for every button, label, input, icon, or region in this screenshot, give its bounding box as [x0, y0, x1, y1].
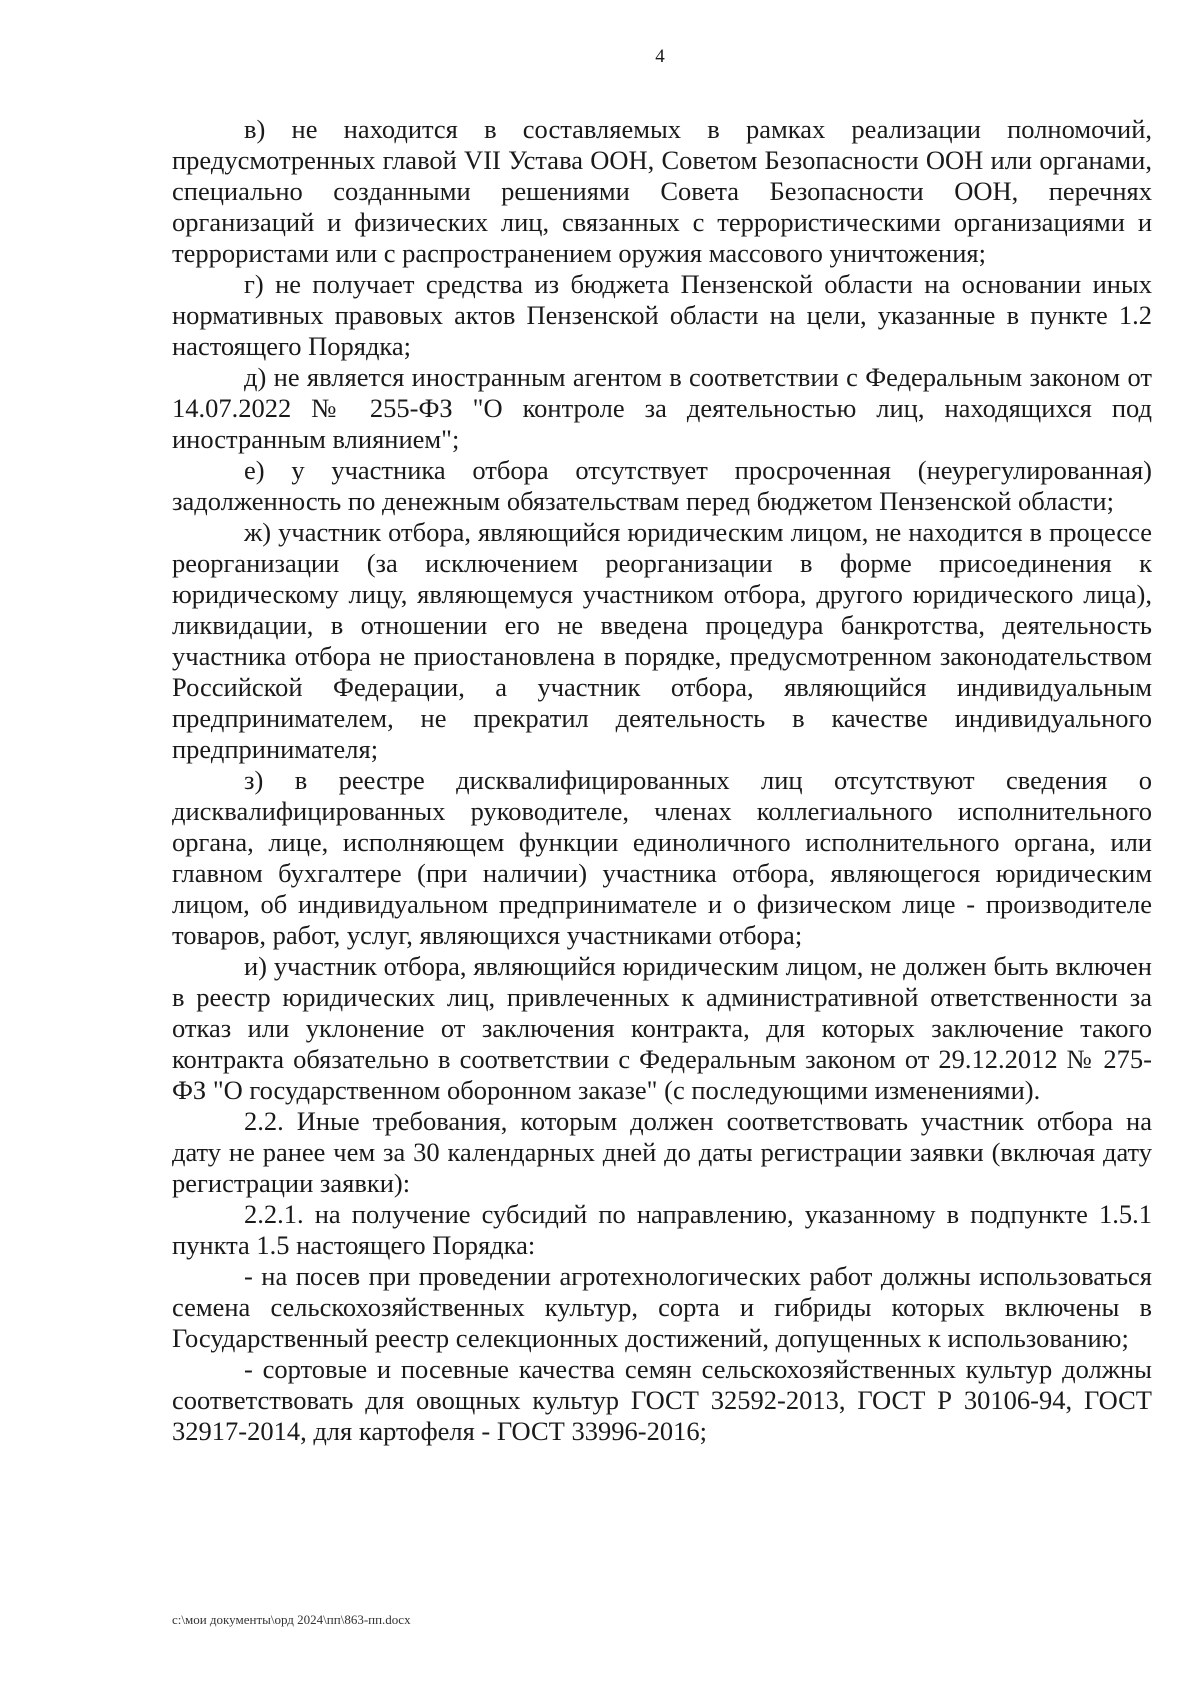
document-body [172, 114, 1152, 1447]
paragraph-g: г) не получает средства из бюджета Пензенской области на основании иных нормативных правовых актов Пензенской области на цели, указанные в пункте 1.2 настоящего Порядка; [172, 269, 1152, 361]
page-number: 4 [655, 46, 665, 67]
paragraph-z: з) в реестре дисквалифицированных лиц отсутствуют сведения о дисквалифицированных руководителе, членах коллегиального исполнительного органа, лице, исполняющем функции единоличного исполнительного органа, или главном бухгалтере (при наличии) участника отбора, являющегося юридическим лицом, об индивидуальном предпринимателе и о физическом лице - производителе товаров, работ, услуг, являющихся участниками отбора; [172, 765, 1152, 950]
paragraph-zh: ж) участник отбора, являющийся юридическим лицом, не находится в процессе реорганизации (за исключением реорганизации в форме присоединения к юридическому лицу, являющемуся участником отбора, другого юридического лица), ликвидации, в отношении его не введена процедура банкротства, деятельность участника отбора не приостановлена в порядке, предусмотренном законодательством Российской Федерации, а участник отбора, являющийся индивидуальным предпринимателем, не прекратил деятельность в качестве индивидуального предпринимателя; [172, 517, 1152, 764]
footer-file-path: c:\мои документы\орд 2024\пп\863-пп.docx [172, 1612, 411, 1627]
paragraph-d: д) не является иностранным агентом в соответствии с Федеральным законом от 14.07.2022 № 255-ФЗ "О контроле за деятельностью лиц, находящихся под иностранным влиянием"; [172, 362, 1152, 454]
paragraph-e: е) у участника отбора отсутствует просроченная (неурегулированная) задолженность по денежным обязательствам перед бюджетом Пензенской области; [172, 455, 1152, 516]
paragraph-v: в) не находится в составляемых в рамках реализации полномочий, предусмотренных главой VII Устава ООН, Советом Безопасности ООН или органами, специально созданными решениями Совета Безопасности ООН, перечнях организаций и физических лиц, связанных с террористическими организациями и террористами или с распространением оружия массового уничтожения; [172, 114, 1152, 268]
paragraph-i: и) участник отбора, являющийся юридическим лицом, не должен быть включен в реестр юридических лиц, привлеченных к административной ответственности за отказ или уклонение от заключения контракта, для которых заключение такого контракта обязательно в соответствии с Федеральным законом от 29.12.2012 № 275-ФЗ "О государственном оборонном заказе" (с последующими изменениями). [172, 951, 1152, 1105]
paragraph-2-2-1: 2.2.1. на получение субсидий по направлению, указанному в подпункте 1.5.1 пункта 1.5 настоящего Порядка: [172, 1199, 1152, 1260]
paragraph-dash-gost: - сортовые и посевные качества семян сельскохозяйственных культур должны соответствовать для овощных культур ГОСТ 32592-2013, ГОСТ Р 30106-94, ГОСТ 32917-2014, для картофеля - ГОСТ 33996-2016; [172, 1354, 1152, 1446]
paragraph-dash-seeds: - на посев при проведении агротехнологических работ должны использоваться семена сельскохозяйственных культур, сорта и гибриды которых включены в Государственный реестр селекционных достижений, допущенных к использованию; [172, 1261, 1152, 1353]
paragraph-2-2: 2.2. Иные требования, которым должен соответствовать участник отбора на дату не ранее чем за 30 календарных дней до даты регистрации заявки (включая дату регистрации заявки): [172, 1106, 1152, 1198]
